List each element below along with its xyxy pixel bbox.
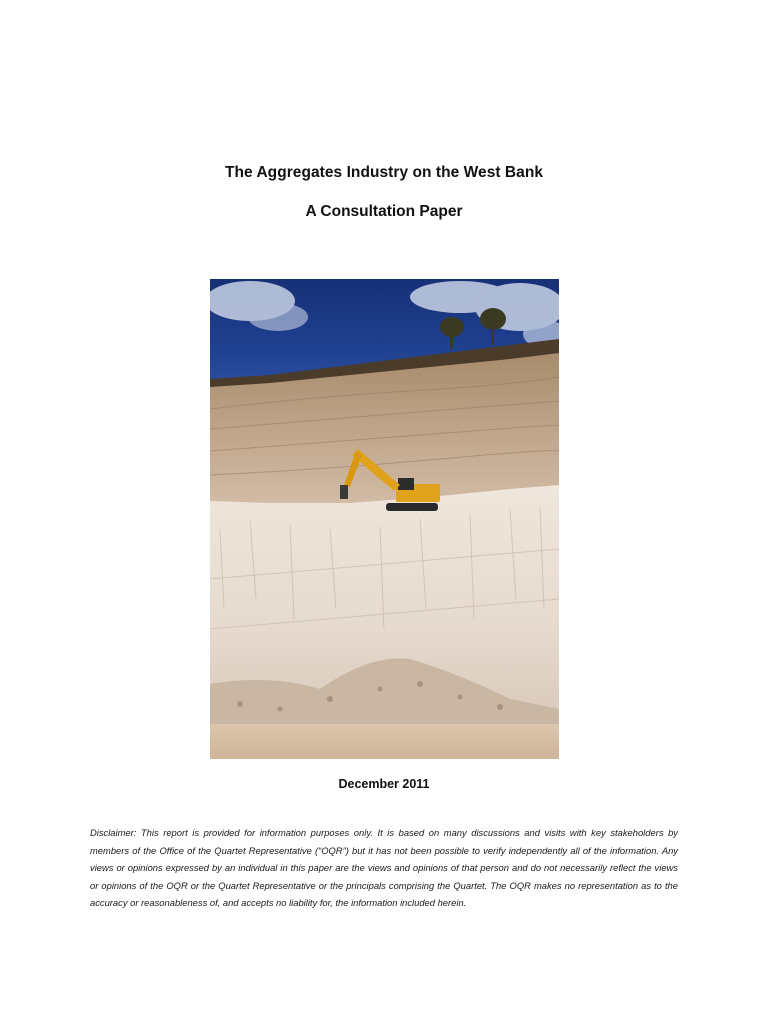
disclaimer-text: Disclaimer: This report is provided for information purposes only. It is based on many discussions and visits with key stakeholders by members of the Office of the Quartet Representative (“OQR”) but it has not been possible to verify independently all of the information. Any views or opinions expressed by an individual in this paper are the views and opinions of that person and do not necessarily reflect the views or opinions of the OQR or the Quartet Representative or the principals comprising the Quartet. The OQR makes no representation as to the accuracy or reasonableness of, and accepts no liability for, the information included herein. [90,827,678,909]
document-title: The Aggregates Industry on the West Bank [224,164,544,181]
ground [210,724,559,759]
document-date: December 2011 [338,777,430,791]
cover-photo [210,279,559,759]
quarry-photo [210,279,559,759]
document-subtitle: A Consultation Paper [305,203,463,220]
